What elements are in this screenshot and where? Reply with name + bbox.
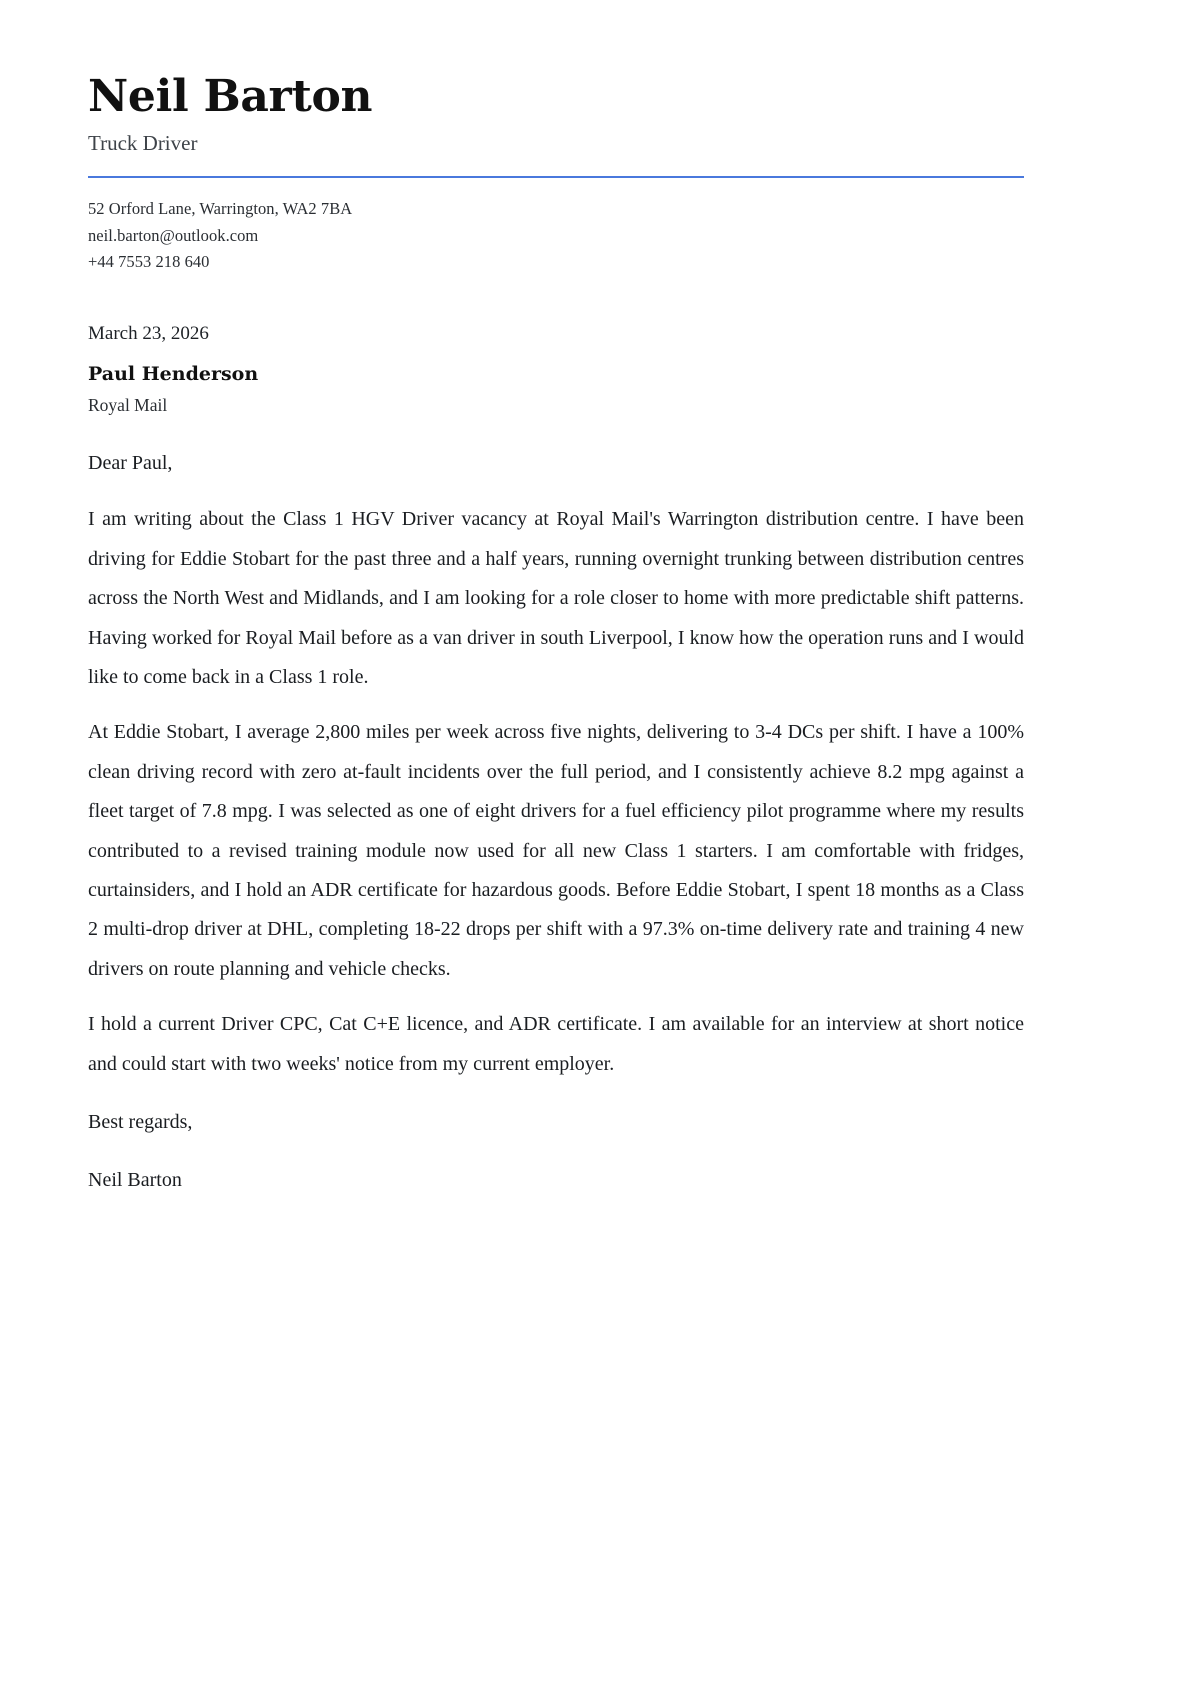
candidate-job-title: Truck Driver (88, 130, 198, 155)
closing-phrase: Best regards, (88, 1110, 193, 1133)
contact-email[interactable]: neil.barton@outlook.com (88, 225, 259, 245)
recipient-company: Royal Mail (88, 395, 168, 416)
letter-paragraph: I hold a current Driver CPC, Cat C+E licence, and ADR certificate. I am available for an interview at short notice and could start with two weeks' notice from my current employer. (88, 1013, 1024, 1075)
letter-paragraph: At Eddie Stobart, I average 2,800 miles per week across five nights, delivering to 3-4 DCs per shift. I have a 100% clean driving record with zero at-fault incidents over the full period, and I consistently achieve 8.2 mpg against a fleet target of 7.8 mpg. I was selected as one of eight drivers for a fuel efficiency pilot programme where my results contributed to a revised training module now used for all new Class 1 starters. I am comfortable with fridges, curtainsiders, and I hold an ADR certificate for hazardous goods. Before Eddie Stobart, I spent 18 months as a Class 2 multi-drop driver at DHL, completing 18-22 drops per shift with a 97.3% on-time delivery rate and training 4 new drivers on route planning and vehicle checks. (88, 721, 1024, 980)
contact-phone[interactable]: +44 7553 218 640 (88, 252, 210, 272)
letter-date: March 23, 2026 (88, 322, 209, 344)
contact-block (88, 196, 1024, 276)
letter-paragraph: I am writing about the Class 1 HGV Driver vacancy at Royal Mail's Warrington distribution centre. I have been driving for Eddie Stobart for the past three and a half years, running overnight trunking between distribution centres across the North West and Midlands, and I am looking for a role closer to home with more predictable shift patterns. Having worked for Royal Mail before as a van driver in south Liverpool, I know how the operation runs and I would like to come back in a Class 1 role. (88, 508, 1024, 689)
salutation: Dear Paul, (88, 452, 173, 475)
recipient-name: Paul Henderson (88, 363, 259, 386)
letter-header (88, 62, 1024, 276)
letter-meta (88, 320, 1024, 419)
contact-address: 52 Orford Lane, Warrington, WA2 7BA (88, 198, 353, 218)
letter-body (88, 448, 1024, 1195)
header-divider (88, 176, 1024, 178)
signature-name: Neil Barton (88, 1168, 182, 1191)
page-title: Neil Barton (88, 71, 373, 122)
